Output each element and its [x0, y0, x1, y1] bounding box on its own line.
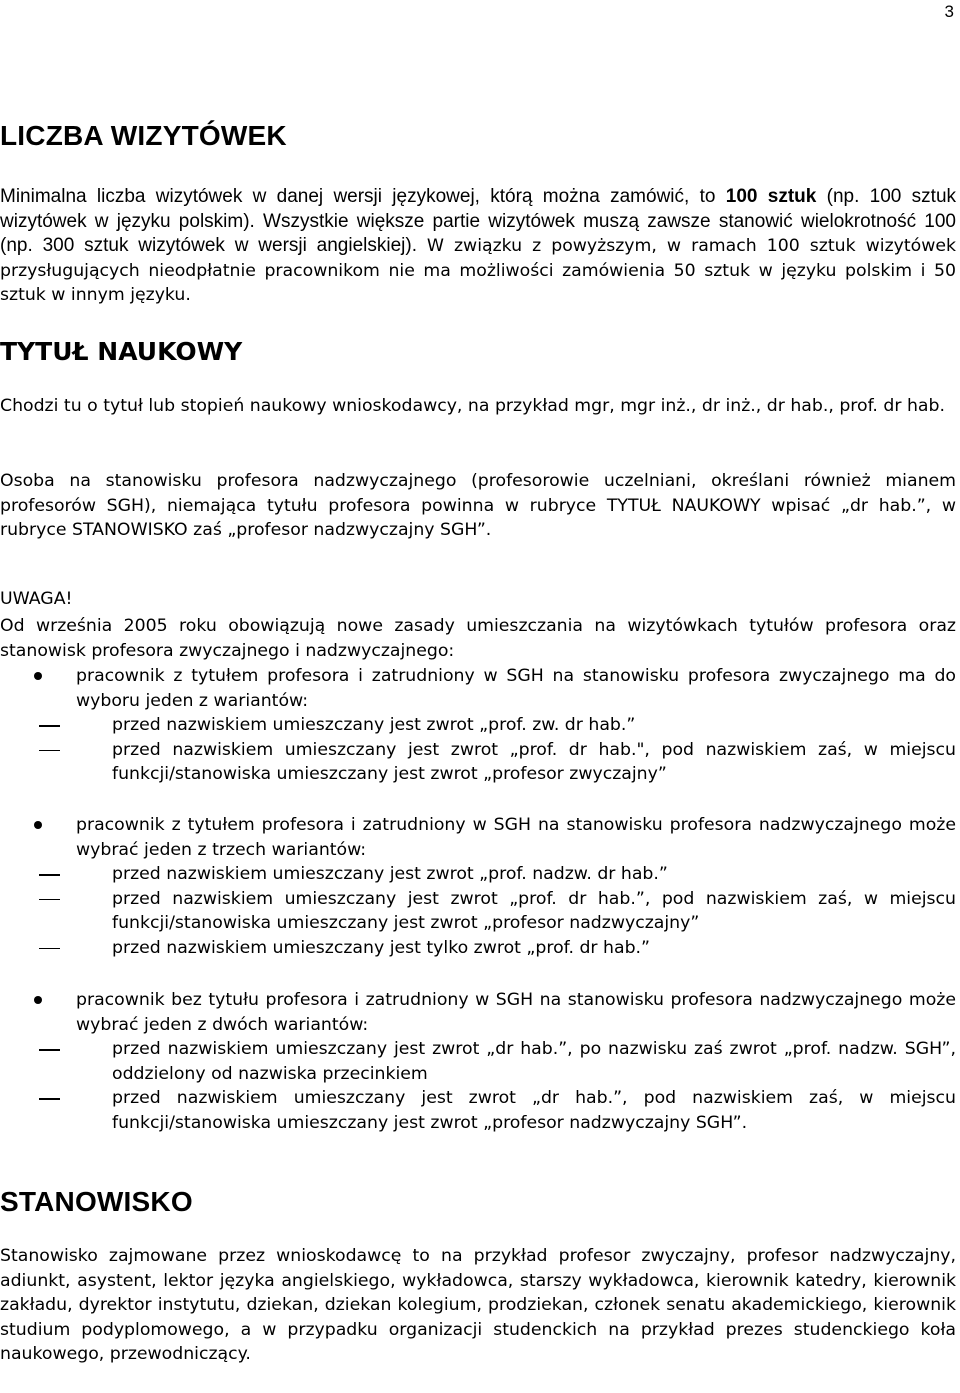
sub-item-1-2: [76, 738, 956, 787]
paragraph-liczba-wizytowek: [0, 185, 956, 308]
bullet-1-text: pracownik z tytułem profesora i zatrudniony w SGH na stanowisku profesora zwyczajnego ma do wyboru jeden z wariantów:: [76, 666, 956, 711]
p1-text-bold: 100 sztuk: [725, 186, 817, 207]
section-title-stanowisko: STANOWISKO: [0, 1186, 193, 1217]
dash-icon: [39, 750, 60, 751]
dash-icon: [39, 725, 60, 726]
paragraph-stanowisko: Stanowisko zajmowane przez wnioskodawcę to na przykład profesor zwyczajny, profesor nadzwyczajny, adiunkt, asystent, lektor języka angielskiego, wykładowca, starszy wykładowca, kierownik katedry, kierownik zakładu, dyrektor instytutu, dziekan, dziekan kolegium, prodziekan, członek senatu akademickiego, kierownik studium podyplomowego, a w przypadku organizacji studenckich na przykład prezes studenckiego koła naukowego, przewodniczący.: [0, 1246, 956, 1365]
bullet-icon: [34, 821, 42, 829]
list-item-bullet-2: [0, 813, 956, 961]
bullet-icon: [34, 672, 42, 680]
bullet-2-text: pracownik z tytułem profesora i zatrudniony w SGH na stanowisku profesora nadzwyczajnego może wybrać jeden z trzech wariantów:: [76, 815, 956, 860]
p1-text-d: W związku z powyższym, w ramach 100 sztuk wizytówek przysługujących nieodpłatnie pracownikom nie ma możliwości zamówienia 50 sztuk w języku polskim i 50 sztuk w innym języku.: [0, 236, 956, 306]
sub-item-text: przed nazwiskiem umieszczany jest zwrot „prof. dr hab.", pod nazwiskiem zaś, w miejscu funkcji/stanowiska umieszczany jest zwrot „profesor zwyczajny”: [112, 739, 956, 785]
bullet-icon: [34, 996, 42, 1004]
p1-text-a: Minimalna liczba wizytówek w danej wersji językowej, którą można zamówić, to: [0, 186, 726, 207]
uwaga-label: UWAGA!: [0, 589, 73, 609]
sub-item-2-3: [76, 936, 956, 961]
paragraph-nowe-zasady: Od września 2005 roku obowiązują nowe zasady umieszczania na wizytówkach tytułów profesora oraz stanowisk profesora zwyczajnego i nadzwyczajnego:: [0, 616, 956, 661]
list-item-bullet-1: [0, 664, 956, 787]
sub-item-1-1: [76, 713, 956, 738]
sub-item-text: przed nazwiskiem umieszczany jest zwrot „prof. zw. dr hab.”: [112, 715, 636, 736]
dash-icon: [39, 899, 60, 900]
section-title-liczba-wizytowek: LICZBA WIZYTÓWEK: [0, 120, 287, 151]
page-number: 3: [944, 2, 954, 21]
dash-icon: [39, 874, 60, 875]
sub-item-text: przed nazwiskiem umieszczany jest zwrot „dr hab.”, po nazwisku zaś zwrot „prof. nadzw. SGH”, oddzielony od nazwiska przecinkiem: [112, 1039, 956, 1084]
sub-item-3-1: [76, 1037, 956, 1086]
sub-item-text: przed nazwiskiem umieszczany jest zwrot „dr hab.”, pod nazwiskiem zaś, w miejscu funkcji/stanowiska umieszczany jest zwrot „profesor nadzwyczajny SGH”.: [112, 1088, 956, 1133]
sub-item-text: przed nazwiskiem umieszczany jest tylko zwrot „prof. dr hab.”: [112, 937, 650, 958]
dash-icon: [39, 1049, 60, 1050]
sub-item-3-2: [76, 1086, 956, 1135]
dash-icon: [39, 948, 60, 949]
paragraph-profesor-nadzwyczajny: Osoba na stanowisku profesora nadzwyczajnego (profesorowie uczelniani, określani również mianem profesorów SGH), niemająca tytułu profesora powinna w rubryce TYTUŁ NAUKOWY wpisać „dr hab.”, w rubryce STANOWISKO zaś „profesor nadzwyczajny SGH”.: [0, 471, 956, 541]
sub-item-2-2: [76, 887, 956, 936]
paragraph-tytul-definicja: Chodzi tu o tytuł lub stopień naukowy wnioskodawcy, na przykład mgr, mgr inż., dr inż., dr hab., prof. dr hab.: [0, 396, 945, 416]
section-title-tytul-naukowy: TYTUŁ NAUKOWY: [0, 337, 243, 366]
p1-text-c: (np. 100 sztuk wizytówek w języku polskim). Wszystkie większe partie wizytówek muszą zawsze stanowić wielokrotność 100 (np. 300 sztuk wizytówek w wersji angielskiej).: [0, 186, 957, 257]
sub-item-text: przed nazwiskiem umieszczany jest zwrot „prof. nadzw. dr hab.”: [112, 864, 668, 885]
sub-item-2-1: [76, 862, 956, 887]
dash-icon: [39, 1098, 60, 1099]
sub-item-text: przed nazwiskiem umieszczany jest zwrot „prof. dr hab.”, pod nazwiskiem zaś, w miejscu funkcji/stanowiska umieszczany jest zwrot „profesor nadzwyczajny”: [112, 888, 956, 934]
list-item-bullet-3: [0, 988, 956, 1136]
bullet-3-text: pracownik bez tytułu profesora i zatrudniony w SGH na stanowisku profesora nadzwyczajnego może wybrać jeden z dwóch wariantów:: [76, 990, 956, 1035]
